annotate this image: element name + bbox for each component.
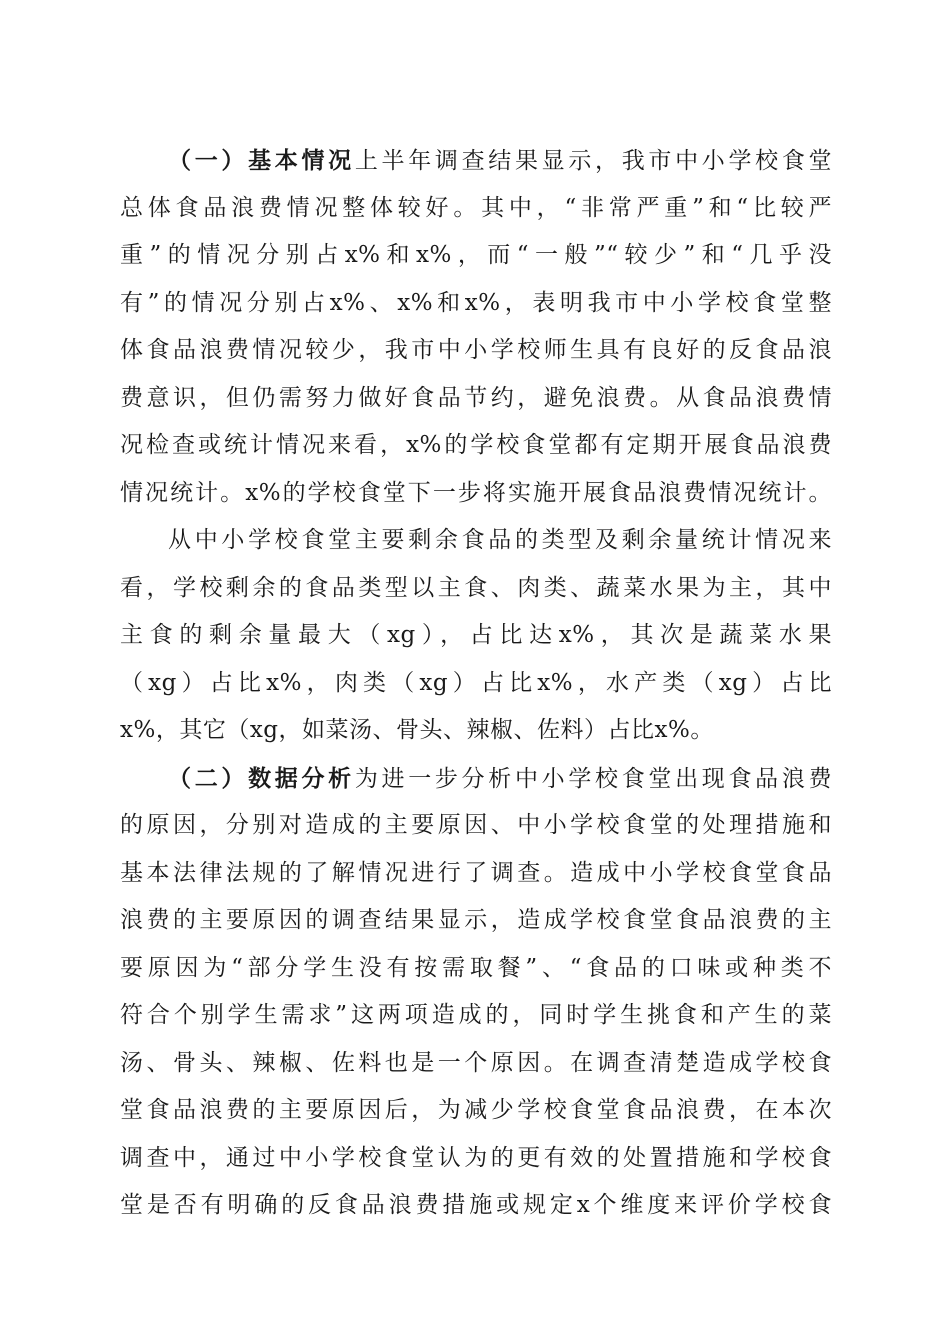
section-heading: （二）数据分析 xyxy=(168,764,355,792)
paragraph-data-analysis xyxy=(120,755,832,1230)
text-line: 符合个别学生需求”这两项造成的，同时学生挑食和产生的菜 xyxy=(120,1002,832,1028)
text-line: 堂食品浪费的主要原因后，为减少学校食堂食品浪费，在本次 xyxy=(120,1097,832,1123)
document-page xyxy=(120,137,832,1230)
paragraph-basic-situation xyxy=(120,137,832,517)
paragraph-leftover-food xyxy=(120,517,832,755)
text-line: 况检查或统计情况来看，x%的学校食堂都有定期开展食品浪费 xyxy=(120,432,832,458)
text-line: 要原因为“部分学生没有按需取餐”、“食品的口味或种类不 xyxy=(120,954,832,981)
text-line: 看，学校剩余的食品类型以主食、肉类、蔬菜水果为主，其中 xyxy=(120,574,832,601)
text-line: （二）数据分析为进一步分析中小学校食堂出现食品浪费 xyxy=(168,764,832,792)
text-line: 汤、骨头、辣椒、佐料也是一个原因。在调查清楚造成学校食 xyxy=(120,1049,832,1076)
text-line: 总体食品浪费情况整体较好。其中，“非常严重”和“比较严 xyxy=(120,194,832,221)
text-line: 费意识，但仍需努力做好食品节约，避免浪费。从食品浪费情 xyxy=(120,384,832,411)
text-line: 的原因，分别对造成的主要原因、中小学校食堂的处理措施和 xyxy=(120,812,832,838)
text-line: 有”的情况分别占x%、x%和x%，表明我市中小学校食堂整 xyxy=(120,289,832,316)
text-line: （xg）占比x%，肉类（xg）占比x%，水产类（xg）占比 xyxy=(120,669,832,696)
text-line: 浪费的主要原因的调查结果显示，造成学校食堂食品浪费的主 xyxy=(120,907,832,933)
text-line: 堂是否有明确的反食品浪费措施或规定x个维度来评价学校食 xyxy=(120,1192,832,1218)
section-heading: （一）基本情况 xyxy=(168,147,355,174)
text-line: x%，其它（xg，如菜汤、骨头、辣椒、佐料）占比x%。 xyxy=(120,717,714,743)
text-line: 从中小学校食堂主要剩余食品的类型及剩余量统计情况来 xyxy=(168,527,832,553)
text-line: （一）基本情况上半年调查结果显示，我市中小学校食堂 xyxy=(168,147,832,174)
text-line: 情况统计。x%的学校食堂下一步将实施开展食品浪费情况统计。 xyxy=(120,479,832,506)
text-line: 基本法律法规的了解情况进行了调查。造成中小学校食堂食品 xyxy=(120,859,832,886)
text-line: 体食品浪费情况较少，我市中小学校师生具有良好的反食品浪 xyxy=(120,337,832,363)
text-line: 主食的剩余量最大（xg），占比达x%，其次是蔬菜水果 xyxy=(120,622,832,648)
text-line: 调查中，通过中小学校食堂认为的更有效的处置措施和学校食 xyxy=(120,1144,832,1171)
text-line: 重”的情况分别占x%和x%，而“一般”“较少”和“几乎没 xyxy=(120,242,832,268)
